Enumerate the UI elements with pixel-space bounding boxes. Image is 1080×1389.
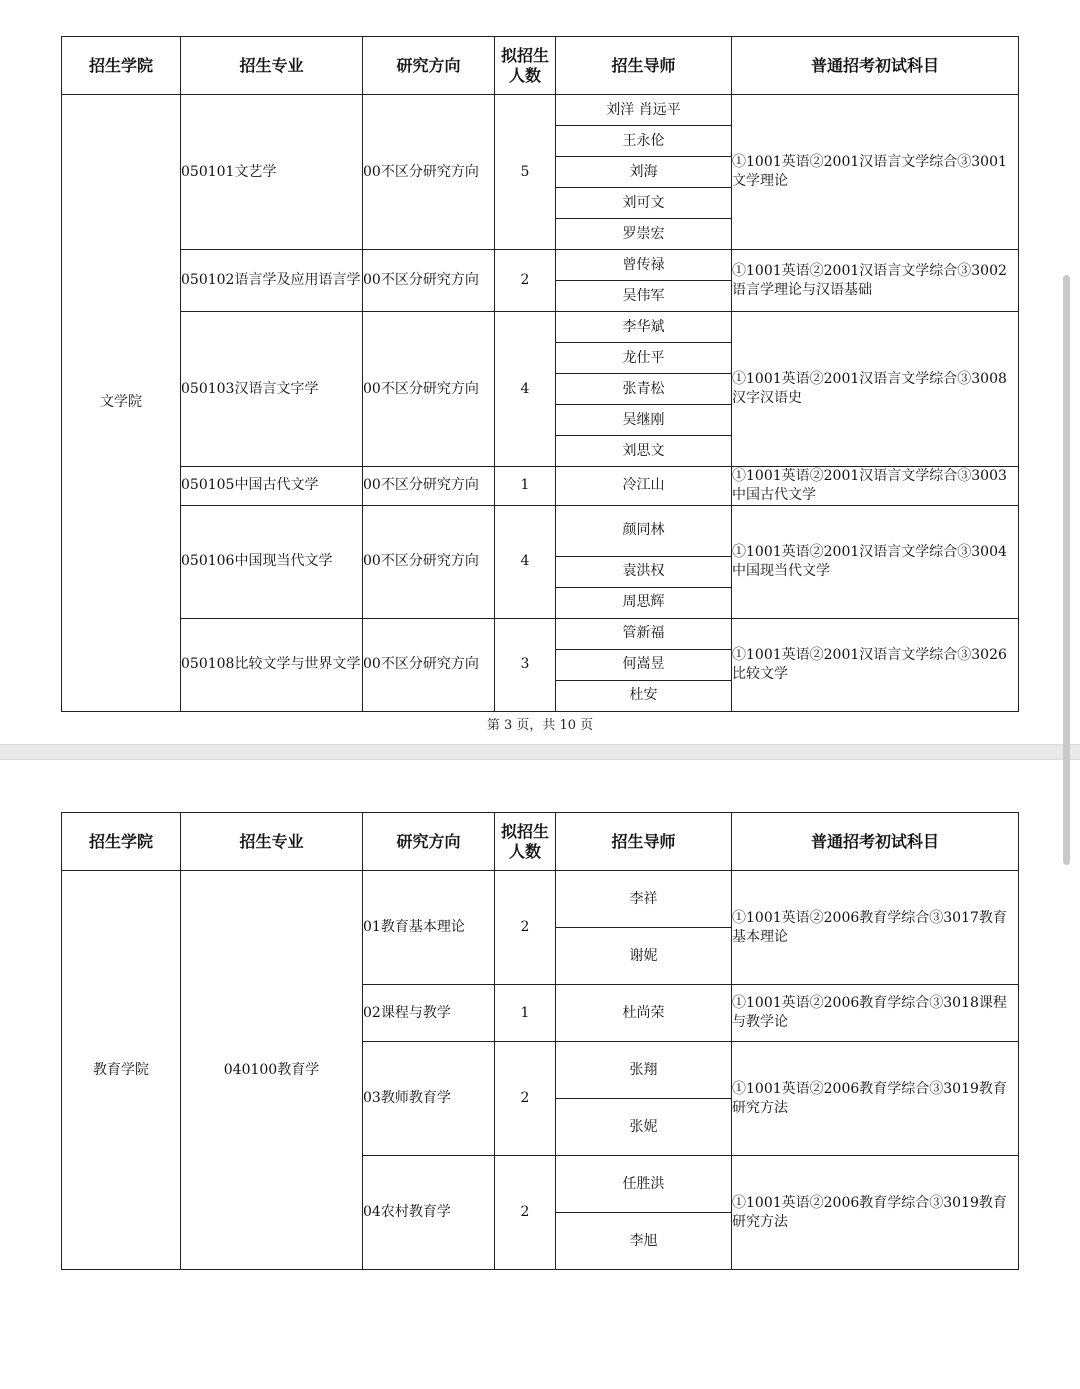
- direction-cell: 03教师教育学: [363, 1042, 495, 1156]
- table-row: [62, 312, 1019, 343]
- table-row: [62, 250, 1019, 281]
- table-row: [62, 467, 1019, 506]
- tutor-cell: 张翔: [556, 1042, 732, 1099]
- table-row: [62, 505, 1019, 556]
- exam-cell: ①1001英语②2001汉语言文学综合③3008汉字汉语史: [732, 312, 1019, 467]
- quota-cell: 1: [495, 467, 556, 506]
- direction-cell: 00不区分研究方向: [363, 467, 495, 506]
- direction-cell: 00不区分研究方向: [363, 312, 495, 467]
- header-major: 招生专业: [181, 37, 363, 95]
- exam-cell: ①1001英语②2001汉语言文学综合③3026比较文学: [732, 618, 1019, 711]
- table-row: [62, 95, 1019, 126]
- tutor-cell: 刘思文: [556, 436, 732, 467]
- tutor-cell: 谢妮: [556, 928, 732, 985]
- tutor-cell: 刘洋 肖远平: [556, 95, 732, 126]
- college-cell: 教育学院: [62, 871, 181, 1270]
- tutor-cell: 刘海: [556, 157, 732, 188]
- quota-cell: 4: [495, 312, 556, 467]
- header-direction: 研究方向: [363, 37, 495, 95]
- direction-cell: 02课程与教学: [363, 985, 495, 1042]
- admission-table-literature: [61, 36, 1019, 712]
- table-header-row: [62, 37, 1019, 95]
- exam-cell: ①1001英语②2001汉语言文学综合③3002语言学理论与汉语基础: [732, 250, 1019, 312]
- tutor-cell: 杜尚荣: [556, 985, 732, 1042]
- major-cell: 050103汉语言文字学: [181, 312, 363, 467]
- quota-cell: 5: [495, 95, 556, 250]
- tutor-cell: 颜同林: [556, 505, 732, 556]
- tutor-cell: 李祥: [556, 871, 732, 928]
- header-quota: 拟招生人数: [495, 813, 556, 871]
- quota-cell: 2: [495, 1042, 556, 1156]
- exam-cell: ①1001英语②2001汉语言文学综合③3003中国古代文学: [732, 467, 1019, 506]
- admission-table-education: [61, 812, 1019, 1270]
- header-college: 招生学院: [62, 37, 181, 95]
- tutor-cell: 李华斌: [556, 312, 732, 343]
- tutor-cell: 王永伦: [556, 126, 732, 157]
- tutor-cell: 袁洪权: [556, 556, 732, 587]
- direction-cell: 00不区分研究方向: [363, 505, 495, 618]
- major-cell: 040100教育学: [181, 871, 363, 1270]
- tutor-cell: 龙仕平: [556, 343, 732, 374]
- tutor-cell: 张妮: [556, 1099, 732, 1156]
- tutor-cell: 冷江山: [556, 467, 732, 506]
- table-row: [62, 871, 1019, 928]
- quota-cell: 2: [495, 1156, 556, 1270]
- direction-cell: 00不区分研究方向: [363, 618, 495, 711]
- exam-cell: ①1001英语②2006教育学综合③3017教育基本理论: [732, 871, 1019, 985]
- header-exam: 普通招考初试科目: [732, 813, 1019, 871]
- header-quota: 拟招生人数: [495, 37, 556, 95]
- tutor-cell: 周思辉: [556, 587, 732, 618]
- header-major: 招生专业: [181, 813, 363, 871]
- page-separator: [0, 744, 1080, 760]
- exam-cell: ①1001英语②2006教育学综合③3019教育研究方法: [732, 1042, 1019, 1156]
- exam-cell: ①1001英语②2006教育学综合③3019教育研究方法: [732, 1156, 1019, 1270]
- header-college: 招生学院: [62, 813, 181, 871]
- page-number: 第 3 页，共 10 页: [486, 718, 594, 733]
- quota-cell: 1: [495, 985, 556, 1042]
- tutor-cell: 吴伟军: [556, 281, 732, 312]
- exam-cell: ①1001英语②2001汉语言文学综合③3004中国现当代文学: [732, 505, 1019, 618]
- major-cell: 050106中国现当代文学: [181, 505, 363, 618]
- direction-cell: 00不区分研究方向: [363, 250, 495, 312]
- tutor-cell: 何嵩昱: [556, 649, 732, 680]
- college-cell: 文学院: [62, 95, 181, 712]
- major-cell: 050101文艺学: [181, 95, 363, 250]
- major-cell: 050102语言学及应用语言学: [181, 250, 363, 312]
- tutor-cell: 张青松: [556, 374, 732, 405]
- exam-cell: ①1001英语②2006教育学综合③3018课程与教学论: [732, 985, 1019, 1042]
- header-tutor: 招生导师: [556, 37, 732, 95]
- direction-cell: 00不区分研究方向: [363, 95, 495, 250]
- exam-cell: ①1001英语②2001汉语言文学综合③3001文学理论: [732, 95, 1019, 250]
- table-header-row: [62, 813, 1019, 871]
- tutor-cell: 吴继刚: [556, 405, 732, 436]
- quota-cell: 2: [495, 250, 556, 312]
- tutor-cell: 杜安: [556, 680, 732, 711]
- quota-cell: 2: [495, 871, 556, 985]
- major-cell: 050108比较文学与世界文学: [181, 618, 363, 711]
- tutor-cell: 管新福: [556, 618, 732, 649]
- tutor-cell: 李旭: [556, 1213, 732, 1270]
- tutor-cell: 曾传禄: [556, 250, 732, 281]
- header-tutor: 招生导师: [556, 813, 732, 871]
- quota-cell: 4: [495, 505, 556, 618]
- tutor-cell: 刘可文: [556, 188, 732, 219]
- tutor-cell: 任胜洪: [556, 1156, 732, 1213]
- direction-cell: 01教育基本理论: [363, 871, 495, 985]
- header-direction: 研究方向: [363, 813, 495, 871]
- major-cell: 050105中国古代文学: [181, 467, 363, 506]
- scrollbar[interactable]: [1063, 275, 1070, 865]
- table-row: [62, 618, 1019, 649]
- direction-cell: 04农村教育学: [363, 1156, 495, 1270]
- quota-cell: 3: [495, 618, 556, 711]
- header-exam: 普通招考初试科目: [732, 37, 1019, 95]
- tutor-cell: 罗崇宏: [556, 219, 732, 250]
